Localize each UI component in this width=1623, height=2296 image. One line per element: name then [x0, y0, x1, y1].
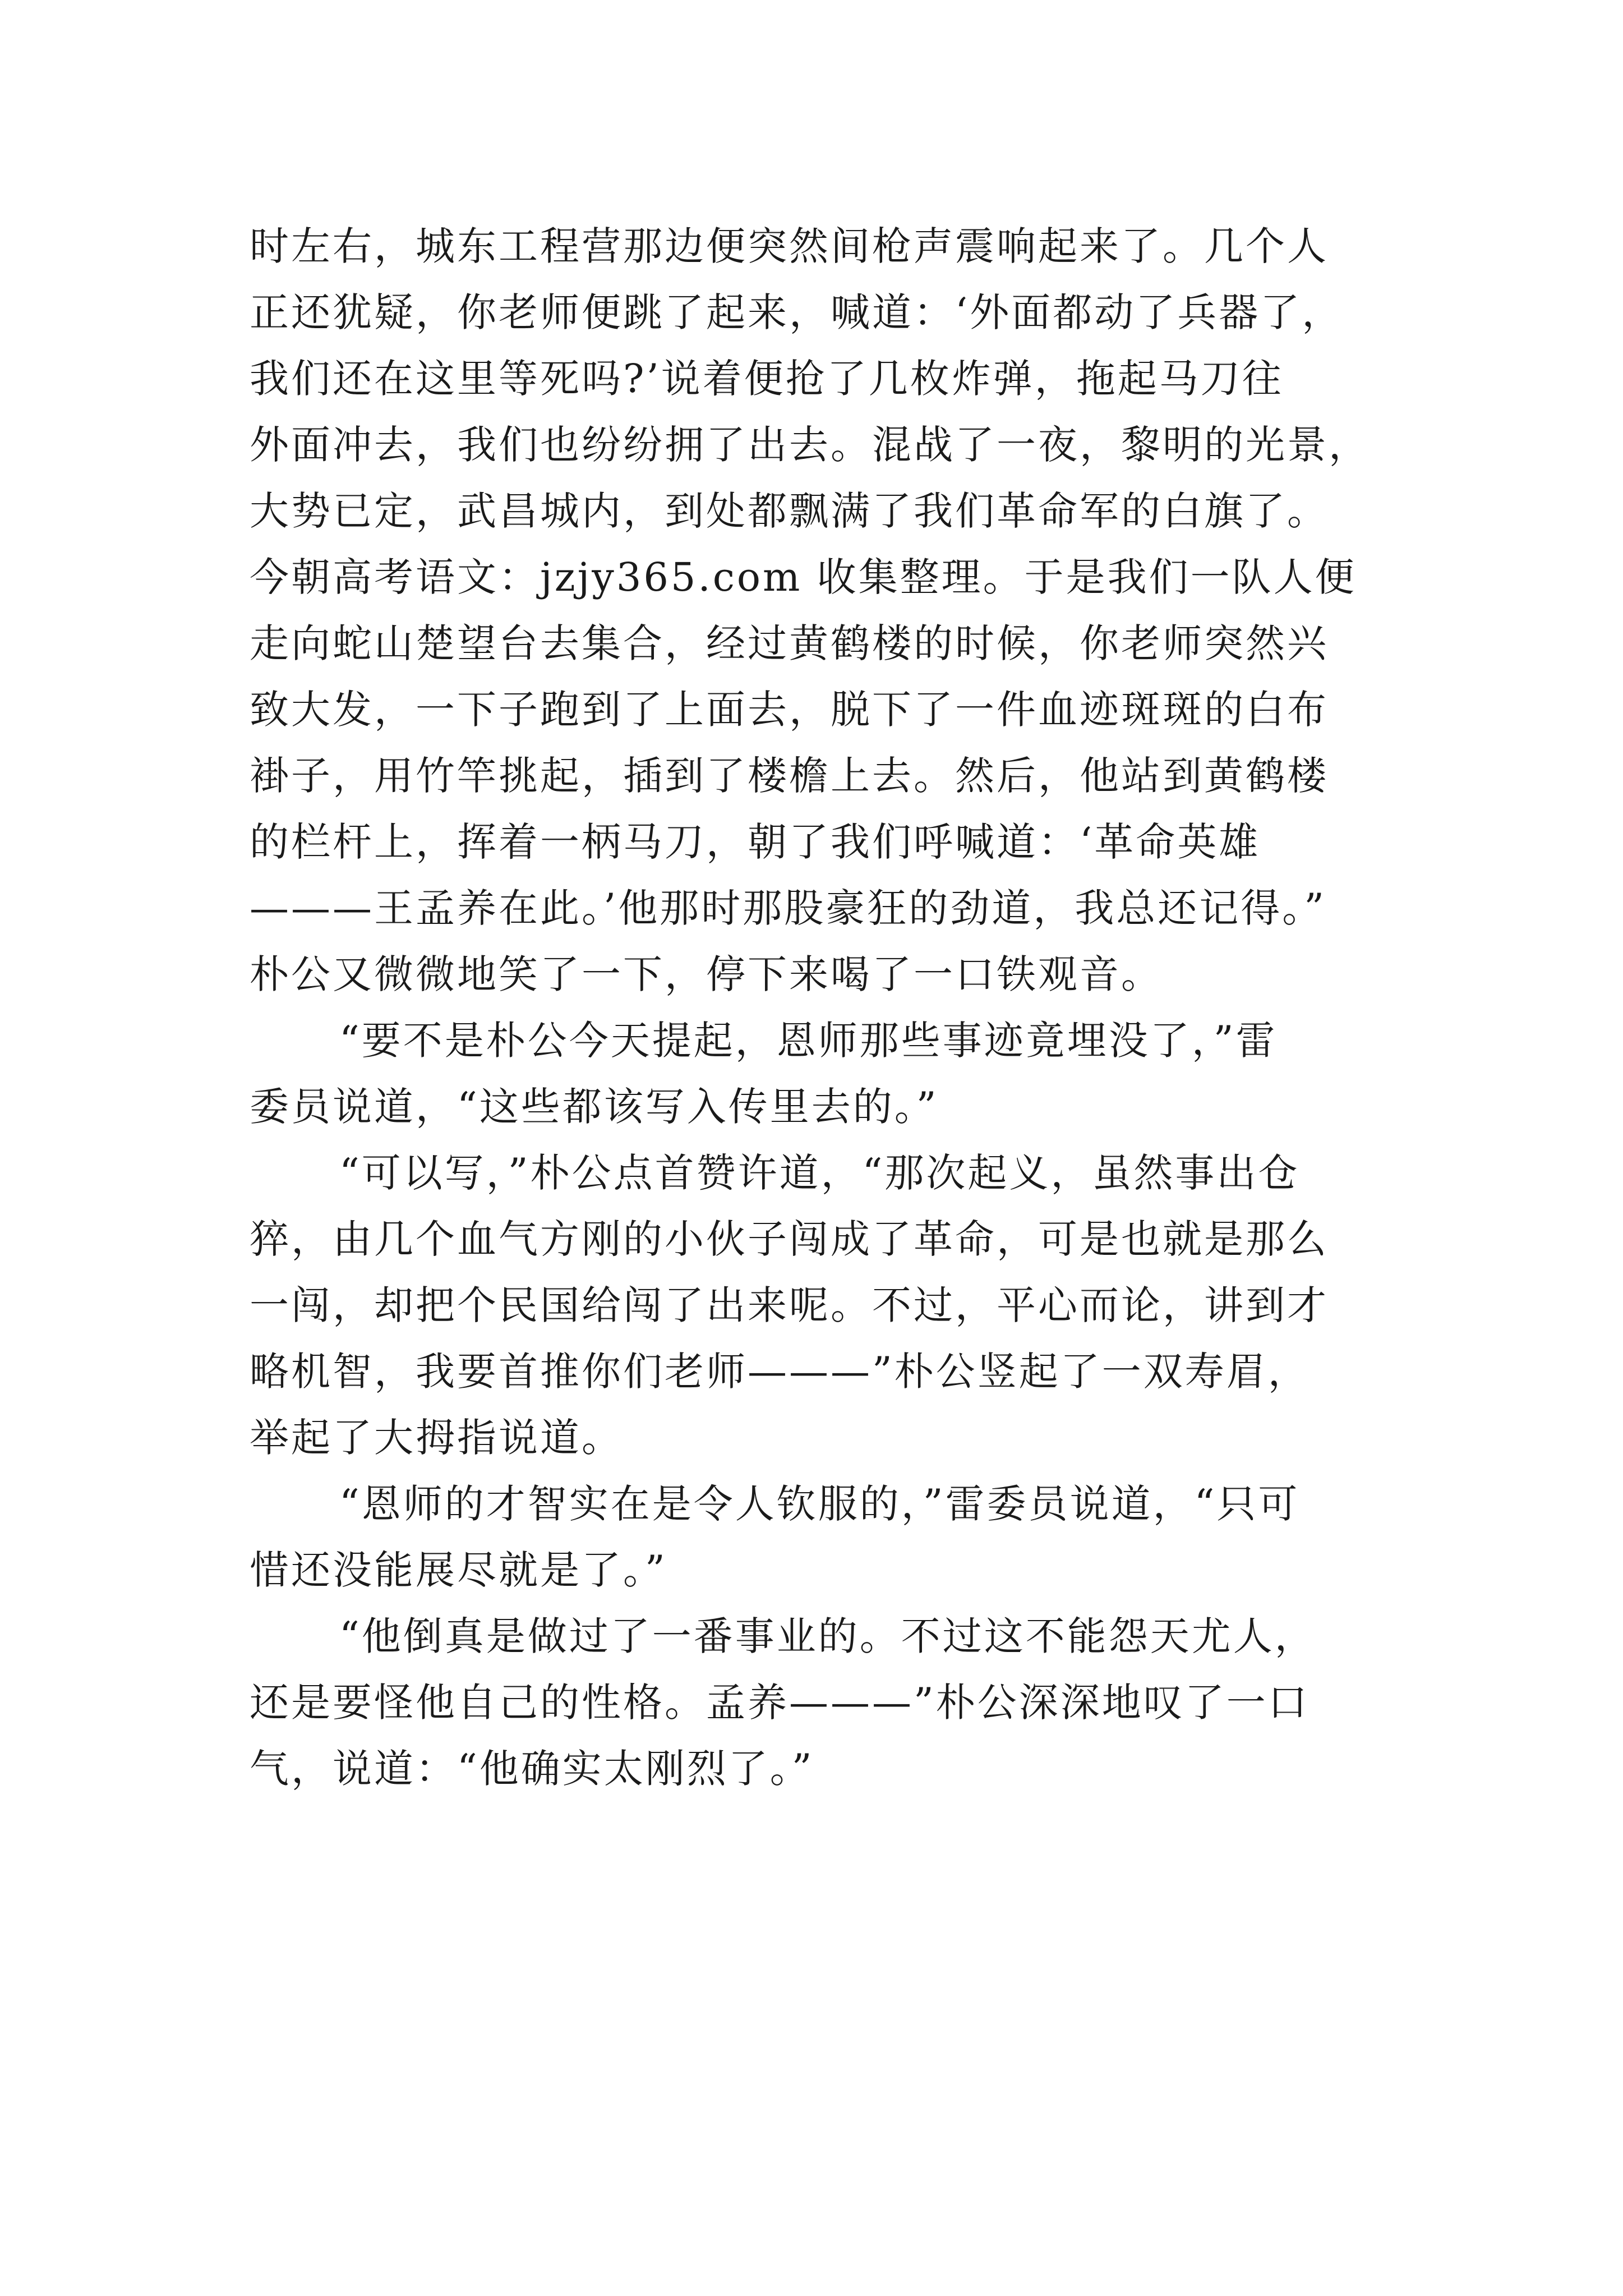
- text-line: ———王孟养在此。’他那时那股豪狂的劲道，我总还记得。”: [250, 885, 1327, 931]
- text-line: 惜还没能展尽就是了。”: [250, 1547, 667, 1593]
- text-line: 猝，由几个血气方刚的小伙子闯成了革命，可是也就是那么: [250, 1216, 1329, 1262]
- text-line: 气，说道：“他确实太刚烈了。”: [250, 1746, 814, 1792]
- text-line: 的栏杆上，挥着一柄马刀，朝了我们呼喊道：‘革命英雄: [250, 819, 1261, 865]
- text-line: 时左右，城东工程营那边便突然间枪声震响起来了。几个人: [250, 223, 1329, 269]
- text-line: 委员说道，“这些都该写入传里去的。”: [250, 1084, 939, 1130]
- paragraph-first-line: “他倒真是做过了一番事业的。不过这不能怨天尤人，: [339, 1613, 1316, 1659]
- text-line: 致大发，一下子跑到了上面去，脱下了一件血迹斑斑的白布: [250, 687, 1329, 733]
- text-line: 我们还在这里等死吗?’说着便抢了几枚炸弹，拖起马刀往: [250, 356, 1284, 402]
- text-line: 今朝高考语文：jzjy365.com 收集整理。于是我们一队人便: [250, 554, 1357, 600]
- text-line: 褂子，用竹竿挑起，插到了楼檐上去。然后，他站到黄鹤楼: [250, 753, 1329, 799]
- text-line: 一闯，却把个民国给闯了出来呢。不过，平心而论，讲到才: [250, 1282, 1329, 1328]
- paragraph-first-line: “可以写，”朴公点首赞许道，“那次起义，虽然事出仓: [339, 1150, 1300, 1196]
- body-text: [250, 213, 1399, 1802]
- text-line: 举起了大拇指说道。: [250, 1415, 623, 1461]
- text-line: 朴公又微微地笑了一下，停下来喝了一口铁观音。: [250, 951, 1163, 997]
- text-line: 走向蛇山楚望台去集合，经过黄鹤楼的时候，你老师突然兴: [250, 620, 1329, 666]
- text-line: 略机智，我要首推你们老师———”朴公竖起了一双寿眉，: [250, 1349, 1310, 1395]
- paragraph-first-line: “恩师的才智实在是令人钦服的，”雷委员说道，“只可: [339, 1481, 1300, 1527]
- text-line: 大势已定，武昌城内，到处都飘满了我们革命军的白旗了。: [250, 488, 1329, 534]
- text-line: 还是要怪他自己的性格。孟养———”朴公深深地叹了一口: [250, 1680, 1310, 1726]
- text-line: 外面冲去，我们也纷纷拥了出去。混战了一夜，黎明的光景，: [250, 422, 1370, 468]
- text-line: 正还犹疑，你老师便跳了起来，喊道：‘外面都动了兵器了，: [250, 289, 1344, 335]
- paragraph-first-line: “要不是朴公今天提起，恩师那些事迹竟埋没了，”雷: [339, 1018, 1278, 1064]
